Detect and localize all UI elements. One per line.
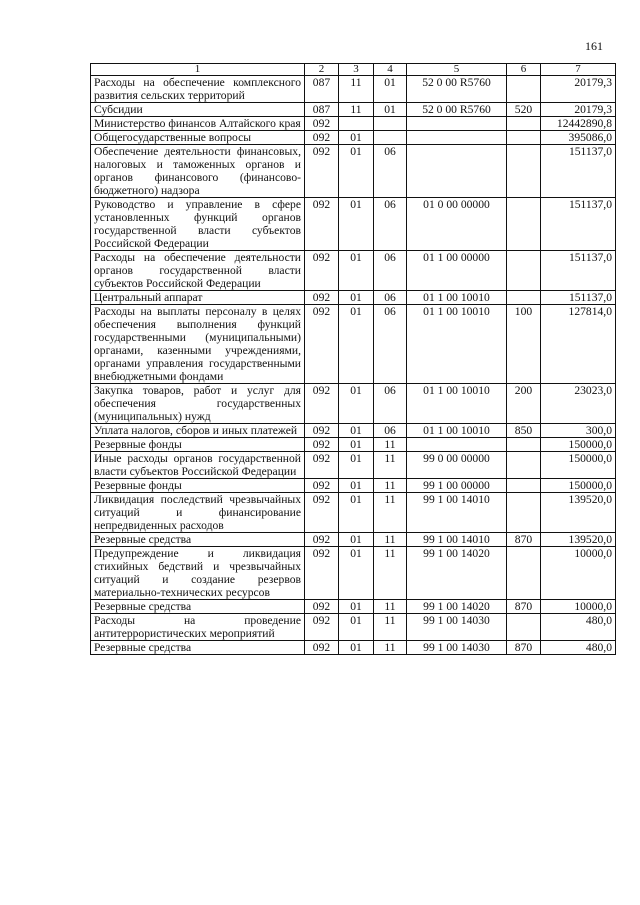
header-col-5: 5: [407, 64, 507, 76]
row-expense-type-cell: [507, 614, 541, 641]
row-target-article-cell: 99 0 00 00000: [407, 452, 507, 479]
row-target-article-cell: 01 1 00 10010: [407, 291, 507, 305]
row-name-cell: Расходы на обеспечение деятельности органов государственной власти субъектов Российской Федерации: [91, 251, 305, 291]
table-row: [91, 103, 616, 117]
row-expense-type-cell: [507, 117, 541, 131]
row-expense-type-cell: [507, 198, 541, 251]
table-row: [91, 479, 616, 493]
table-row: [91, 76, 616, 103]
row-section-cell: 11: [339, 103, 374, 117]
table-row: [91, 547, 616, 600]
row-expense-type-cell: 870: [507, 641, 541, 655]
row-admin-code-cell: 092: [305, 251, 339, 291]
row-admin-code-cell: 092: [305, 291, 339, 305]
row-admin-code-cell: 092: [305, 305, 339, 384]
row-expense-type-cell: [507, 251, 541, 291]
row-admin-code-cell: 092: [305, 493, 339, 533]
row-expense-type-cell: 200: [507, 384, 541, 424]
row-name-cell: Расходы на обеспечение комплексного развития сельских территорий: [91, 76, 305, 103]
header-col-7: 7: [541, 64, 616, 76]
row-admin-code-cell: 087: [305, 76, 339, 103]
row-amount-cell: 151137,0: [541, 291, 616, 305]
row-section-cell: 01: [339, 291, 374, 305]
table-row: [91, 533, 616, 547]
row-amount-cell: 480,0: [541, 614, 616, 641]
table-row: [91, 614, 616, 641]
table-row: [91, 384, 616, 424]
row-section-cell: 01: [339, 533, 374, 547]
row-name-cell: Обеспечение деятельности финансовых, налоговых и таможенных органов и органов финансового (финансово-бюджетного) надзора: [91, 145, 305, 198]
row-admin-code-cell: 087: [305, 103, 339, 117]
table-row: [91, 251, 616, 291]
row-expense-type-cell: [507, 291, 541, 305]
row-name-cell: Резервные фонды: [91, 479, 305, 493]
table-row: [91, 438, 616, 452]
row-amount-cell: 20179,3: [541, 76, 616, 103]
row-target-article-cell: [407, 145, 507, 198]
table-row: [91, 600, 616, 614]
row-section-cell: 01: [339, 131, 374, 145]
row-amount-cell: 151137,0: [541, 198, 616, 251]
table-row: [91, 145, 616, 198]
row-subsection-cell: 11: [374, 493, 407, 533]
row-name-cell: Резервные средства: [91, 641, 305, 655]
row-expense-type-cell: [507, 452, 541, 479]
header-col-3: 3: [339, 64, 374, 76]
row-name-cell: Уплата налогов, сборов и иных платежей: [91, 424, 305, 438]
row-name-cell: Руководство и управление в сфере установленных функций органов государственной власти субъектов Российской Федерации: [91, 198, 305, 251]
row-subsection-cell: 11: [374, 614, 407, 641]
row-section-cell: 11: [339, 76, 374, 103]
row-amount-cell: 150000,0: [541, 438, 616, 452]
row-admin-code-cell: 092: [305, 438, 339, 452]
row-amount-cell: 151137,0: [541, 145, 616, 198]
table-row: [91, 198, 616, 251]
table-row: [91, 117, 616, 131]
row-target-article-cell: [407, 117, 507, 131]
row-subsection-cell: 11: [374, 479, 407, 493]
row-admin-code-cell: 092: [305, 117, 339, 131]
row-target-article-cell: 01 1 00 10010: [407, 384, 507, 424]
row-admin-code-cell: 092: [305, 614, 339, 641]
row-target-article-cell: 99 1 00 14030: [407, 641, 507, 655]
row-admin-code-cell: 092: [305, 600, 339, 614]
row-admin-code-cell: 092: [305, 641, 339, 655]
row-name-cell: Общегосударственные вопросы: [91, 131, 305, 145]
row-target-article-cell: 99 1 00 14030: [407, 614, 507, 641]
row-subsection-cell: 11: [374, 533, 407, 547]
row-expense-type-cell: 520: [507, 103, 541, 117]
table-row: [91, 641, 616, 655]
row-expense-type-cell: [507, 145, 541, 198]
row-section-cell: 01: [339, 438, 374, 452]
row-expense-type-cell: [507, 547, 541, 600]
row-target-article-cell: 01 1 00 00000: [407, 251, 507, 291]
row-section-cell: 01: [339, 600, 374, 614]
table-row: [91, 452, 616, 479]
row-section-cell: 01: [339, 479, 374, 493]
row-subsection-cell: [374, 131, 407, 145]
row-name-cell: Иные расходы органов государственной власти субъектов Российской Федерации: [91, 452, 305, 479]
row-target-article-cell: 99 1 00 14010: [407, 493, 507, 533]
row-section-cell: 01: [339, 452, 374, 479]
row-expense-type-cell: 870: [507, 600, 541, 614]
row-amount-cell: 127814,0: [541, 305, 616, 384]
row-subsection-cell: 06: [374, 305, 407, 384]
row-subsection-cell: 11: [374, 600, 407, 614]
row-subsection-cell: 06: [374, 251, 407, 291]
row-amount-cell: 480,0: [541, 641, 616, 655]
row-name-cell: Субсидии: [91, 103, 305, 117]
row-name-cell: Резервные фонды: [91, 438, 305, 452]
row-name-cell: Резервные средства: [91, 600, 305, 614]
row-expense-type-cell: [507, 479, 541, 493]
row-admin-code-cell: 092: [305, 424, 339, 438]
row-target-article-cell: 01 1 00 10010: [407, 305, 507, 384]
row-admin-code-cell: 092: [305, 198, 339, 251]
row-amount-cell: 10000,0: [541, 600, 616, 614]
row-section-cell: 01: [339, 251, 374, 291]
row-admin-code-cell: 092: [305, 479, 339, 493]
row-subsection-cell: 11: [374, 452, 407, 479]
row-expense-type-cell: 870: [507, 533, 541, 547]
row-name-cell: Расходы на выплаты персоналу в целях обеспечения выполнения функций государственными (муниципальными) органами, казенными учреждениями, органами управления государственными внебюджетными фондами: [91, 305, 305, 384]
row-name-cell: Резервные средства: [91, 533, 305, 547]
row-section-cell: 01: [339, 145, 374, 198]
row-name-cell: Центральный аппарат: [91, 291, 305, 305]
row-section-cell: 01: [339, 424, 374, 438]
table-header-row: [91, 64, 616, 76]
row-amount-cell: 139520,0: [541, 533, 616, 547]
row-amount-cell: 139520,0: [541, 493, 616, 533]
row-name-cell: Расходы на проведение антитеррористических мероприятий: [91, 614, 305, 641]
row-name-cell: Министерство финансов Алтайского края: [91, 117, 305, 131]
row-subsection-cell: 06: [374, 384, 407, 424]
table-row: [91, 305, 616, 384]
budget-table: [90, 63, 616, 655]
row-admin-code-cell: 092: [305, 145, 339, 198]
row-section-cell: 01: [339, 198, 374, 251]
row-amount-cell: 150000,0: [541, 452, 616, 479]
row-amount-cell: 395086,0: [541, 131, 616, 145]
row-amount-cell: 300,0: [541, 424, 616, 438]
row-admin-code-cell: 092: [305, 131, 339, 145]
row-admin-code-cell: 092: [305, 384, 339, 424]
header-col-4: 4: [374, 64, 407, 76]
row-subsection-cell: 11: [374, 641, 407, 655]
row-expense-type-cell: [507, 131, 541, 145]
row-expense-type-cell: [507, 76, 541, 103]
row-subsection-cell: 01: [374, 103, 407, 117]
row-target-article-cell: 99 1 00 14010: [407, 533, 507, 547]
row-target-article-cell: 99 1 00 00000: [407, 479, 507, 493]
row-amount-cell: 23023,0: [541, 384, 616, 424]
row-amount-cell: 10000,0: [541, 547, 616, 600]
row-amount-cell: 150000,0: [541, 479, 616, 493]
table-row: [91, 291, 616, 305]
row-section-cell: 01: [339, 384, 374, 424]
row-expense-type-cell: [507, 493, 541, 533]
row-admin-code-cell: 092: [305, 533, 339, 547]
row-target-article-cell: 52 0 00 R5760: [407, 103, 507, 117]
row-target-article-cell: 01 0 00 00000: [407, 198, 507, 251]
row-section-cell: 01: [339, 641, 374, 655]
row-subsection-cell: 11: [374, 547, 407, 600]
row-amount-cell: 151137,0: [541, 251, 616, 291]
row-name-cell: Предупреждение и ликвидация стихийных бедствий и чрезвычайных ситуаций и создание резервов материально-технических ресурсов: [91, 547, 305, 600]
row-section-cell: [339, 117, 374, 131]
row-target-article-cell: [407, 438, 507, 452]
row-subsection-cell: 06: [374, 424, 407, 438]
row-subsection-cell: 11: [374, 438, 407, 452]
row-admin-code-cell: 092: [305, 452, 339, 479]
row-section-cell: 01: [339, 305, 374, 384]
row-expense-type-cell: 100: [507, 305, 541, 384]
row-section-cell: 01: [339, 547, 374, 600]
row-subsection-cell: 06: [374, 291, 407, 305]
header-col-6: 6: [507, 64, 541, 76]
row-target-article-cell: 52 0 00 R5760: [407, 76, 507, 103]
row-expense-type-cell: 850: [507, 424, 541, 438]
row-subsection-cell: [374, 117, 407, 131]
table-row: [91, 424, 616, 438]
row-target-article-cell: [407, 131, 507, 145]
row-expense-type-cell: [507, 438, 541, 452]
table-row: [91, 493, 616, 533]
row-subsection-cell: 06: [374, 198, 407, 251]
row-target-article-cell: 99 1 00 14020: [407, 547, 507, 600]
row-amount-cell: 12442890,8: [541, 117, 616, 131]
header-col-1: 1: [91, 64, 305, 76]
row-name-cell: Закупка товаров, работ и услуг для обеспечения государственных (муниципальных) нужд: [91, 384, 305, 424]
row-target-article-cell: 01 1 00 10010: [407, 424, 507, 438]
row-amount-cell: 20179,3: [541, 103, 616, 117]
page-number: 161: [585, 39, 603, 53]
row-subsection-cell: 06: [374, 145, 407, 198]
row-subsection-cell: 01: [374, 76, 407, 103]
row-admin-code-cell: 092: [305, 547, 339, 600]
row-target-article-cell: 99 1 00 14020: [407, 600, 507, 614]
row-section-cell: 01: [339, 493, 374, 533]
row-section-cell: 01: [339, 614, 374, 641]
row-name-cell: Ликвидация последствий чрезвычайных ситуаций и финансирование непредвиденных расходов: [91, 493, 305, 533]
table-row: [91, 131, 616, 145]
header-col-2: 2: [305, 64, 339, 76]
